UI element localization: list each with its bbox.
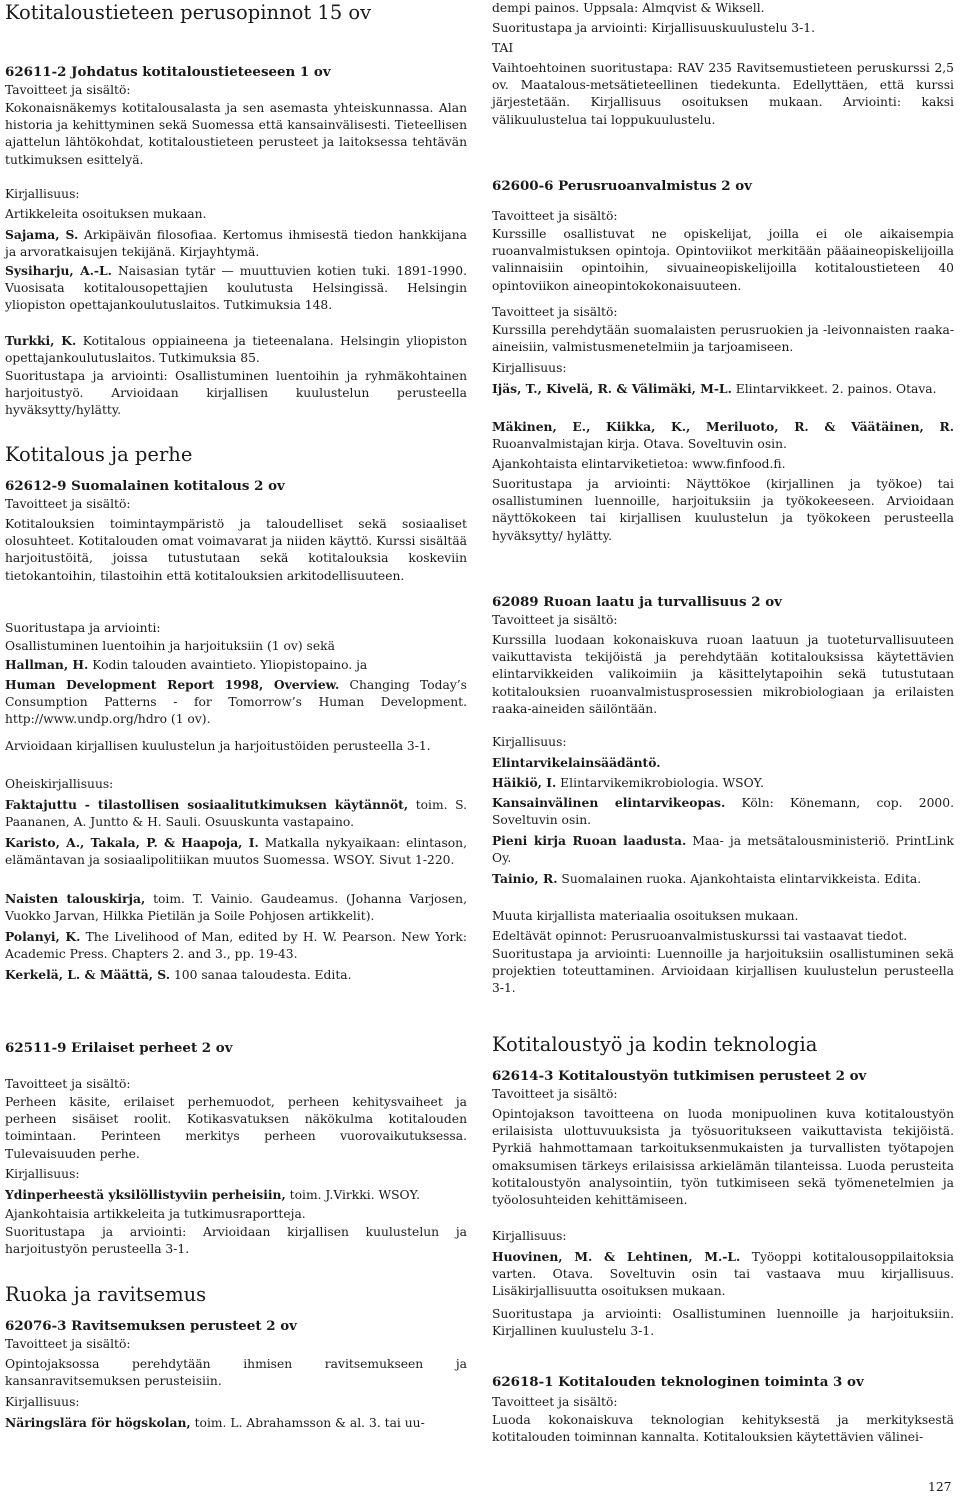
paragraph	[5, 656, 467, 674]
text-run: The Livelihood of Man, edited by H. W. Pearson. New York: Academic Press. Chapters 2. and 3., pp. 19-43.	[5, 930, 468, 962]
paragraph	[492, 632, 954, 718]
course-heading: 62511-9 Erilaiset perheet 2 ov	[5, 1040, 233, 1056]
paragraph	[492, 946, 954, 998]
bold-text: Ijäs, T., Kivelä, R. & Välimäki, M-L.	[492, 381, 732, 396]
text-run: Arvioidaan kirjallisen kuulustelun ja harjoitustöiden perusteella 3-1.	[5, 739, 431, 753]
text-run: Kodin talouden avaintieto. Yliopistopaino. ja	[88, 658, 368, 672]
paragraph	[492, 832, 954, 867]
text-run: toim. S. Paananen, A. Juntto & H. Sauli. Osuuskunta vastapaino.	[5, 798, 467, 830]
text-run: Tavoitteet ja sisältö:	[492, 209, 618, 223]
paragraph	[492, 380, 954, 398]
paragraph	[5, 368, 467, 420]
text-run: Kirjallisuus:	[492, 361, 567, 375]
paragraph	[492, 734, 954, 751]
text-run: Suoritustapa ja arviointi: Kirjallisuuskuulustelu 3-1.	[492, 21, 815, 35]
paragraph	[492, 360, 954, 377]
text-run: Tavoitteet ja sisältö:	[492, 613, 618, 627]
text-run: Kirjallisuus:	[492, 735, 567, 749]
text-run: dempi painos. Uppsala: Almqvist & Wiksell.	[492, 1, 765, 15]
bold-text: Kerkelä, L. & Määttä, S.	[5, 967, 171, 982]
paragraph	[5, 1356, 467, 1390]
text-run: Kotitalous oppiaineena ja tieteenalana. Helsingin yliopiston opettajankoulutuslaitos. Tutkimuksia 85.	[5, 334, 467, 366]
paragraph	[492, 774, 954, 792]
paragraph	[5, 496, 467, 513]
paragraph	[492, 612, 954, 629]
text-run: Köln: Könemann, cop. 2000. Soveltuvin osin.	[492, 796, 954, 828]
bold-text: Hallman, H.	[5, 657, 89, 672]
paragraph	[492, 928, 954, 945]
text-run: Osallistuminen luentoihin ja harjoituksiin (1 ov) sekä	[5, 639, 335, 653]
paragraph	[492, 1306, 954, 1340]
text-run: Ajankohtaisia artikkeleita ja tutkimusraportteja.	[5, 1207, 306, 1221]
text-run: Kirjallisuus:	[492, 1229, 567, 1243]
text-run: Elintarvikkeet. 2. painos. Otava.	[731, 382, 937, 396]
text-run: Kirjallisuus:	[5, 1167, 80, 1181]
paragraph	[492, 0, 954, 17]
paragraph	[5, 100, 467, 169]
bold-text: Ydinperheestä yksilöllistyviin perheisiin,	[5, 1187, 286, 1202]
page-number: 127	[928, 1480, 952, 1494]
paragraph	[492, 908, 954, 925]
paragraph	[5, 1414, 467, 1432]
text-run: Suoritustapa ja arviointi: Näyttökoe (kirjallinen ja työkoe) tai osallistuminen luennoille, harjoituksiin ja työkokeeseen. Arvioidaan näyttökokeen tai kirjallisen kuulustelun ja työkokeen perusteella hyväksytty/ hylätty.	[492, 477, 954, 543]
text-run: Suoritustapa ja arviointi: Osallistuminen luennoille ja harjoituksiin. Kirjallinen kuulustelu 3-1.	[492, 1307, 954, 1339]
paragraph	[492, 1106, 954, 1209]
bold-text: Turkki, K.	[5, 333, 77, 348]
course-heading: 62600-6 Perusruoanvalmistus 2 ov	[492, 178, 752, 194]
paragraph	[5, 1166, 467, 1183]
text-run: Naisasian tytär — muuttuvien kotien tuki. 1891-1990. Vuosisata kotitalousopettajien koulutusta Helsingissä. Helsingin yliopiston opettajankoulutuslaitos. Tutkimuksia 148.	[5, 264, 467, 313]
course-heading: 62618-1 Kotitalouden teknologinen toiminta 3 ov	[492, 1374, 864, 1390]
course-heading: 62089 Ruoan laatu ja turvallisuus 2 ov	[492, 594, 782, 610]
paragraph	[5, 638, 467, 655]
bold-text: Mäkinen, E., Kiikka, K., Meriluoto, R. & Väätäinen, R.	[492, 419, 954, 434]
bold-text: Elintarvikelainsäädäntö.	[492, 755, 661, 770]
text-run: Työoppi kotitalousoppilaitoksia varten. Otava. Soveltuvin osin tai vastaava muu kirjallisuus. Lisäkirjallisuutta osoituksen mukaan.	[492, 1250, 954, 1299]
paragraph	[492, 60, 954, 129]
text-run: Suoritustapa ja arviointi: Osallistuminen luentoihin ja ryhmäkohtainen harjoitustyö. Arvioidaan kirjallisen kuulustelun perusteella hyväksytty/hylätty.	[5, 369, 467, 418]
text-run: Opintojaksossa perehdytään ihmisen ravitsemukseen ja kansanravitsemuksen perusteisiin.	[5, 1357, 467, 1389]
text-run: Tavoitteet ja sisältö:	[5, 497, 131, 511]
paragraph	[492, 870, 954, 888]
paragraph	[5, 928, 467, 963]
text-run: Ajankohtaista elintarviketietoa: www.finfood.fi.	[492, 457, 786, 471]
paragraph	[492, 20, 954, 37]
paragraph	[492, 1086, 954, 1103]
paragraph	[492, 40, 954, 57]
course-heading: 62076-3 Ravitsemuksen perusteet 2 ov	[5, 1318, 297, 1334]
text-run: Kokonaisnäkemys kotitalousalasta ja sen asemasta yhteiskunnassa. Alan historia ja kehittyminen sekä Suomessa että kansainvälisesti. Tieteellisen ajattelun lähtökohdat, kotitaloustieteen perusteet ja laitoksessa tehtävän tutkimuksen esittelyä.	[5, 101, 467, 167]
paragraph	[5, 82, 467, 99]
paragraph	[5, 1224, 467, 1258]
text-run: Kurssilla luodaan kokonaiskuva ruoan laatuun ja tuoteturvallisuuteen vaikuttavista tekijöistä ja perehdytään kotitalouksissa käytettävien elintarvikkeiden valikoimiin ja käsittelytapoihin sekä tutustutaan kotitalouksien ruoanvalmistusprosessien mikrobiologiaan ja erilaisten raaka-aineiden säilöntään.	[492, 633, 954, 716]
paragraph	[5, 1186, 467, 1204]
section-heading: Kotitaloustyö ja kodin teknologia	[492, 1033, 818, 1056]
text-run: Matkalla nykyaikaan: elintason, elämäntavan ja sosiaalipolitiikan muutos Suomessa. WSOY. Sivut 1-220.	[5, 836, 467, 868]
bold-text: Sajama, S.	[5, 227, 79, 242]
text-run: Vaihtoehtoinen suoritustapa: RAV 235 Ravitsemustieteen peruskurssi 2,5 ov. Maatalous-metsätieteellinen tiedekunta. Edellyttäen, että kurssi järjestetään. Kirjallisuus osoituksen mukaan. Arviointi: kaksi välikuulustelua tai loppukuulustelu.	[492, 61, 954, 127]
bold-text: Sysiharju, A.-L.	[5, 263, 112, 278]
text-run: Oheiskirjallisuus:	[5, 777, 114, 791]
text-run: Tavoitteet ja sisältö:	[492, 305, 618, 319]
text-run: Suoritustapa ja arviointi: Arvioidaan kirjallisen kuulustelun ja harjoitustyön perusteella 3-1.	[5, 1225, 467, 1257]
text-run: Tavoitteet ja sisältö:	[5, 1077, 131, 1091]
paragraph	[492, 304, 954, 321]
text-run: toim. T. Vainio. Gaudeamus. (Johanna Varjosen, Vuokko Jarvan, Hilkka Pietilän ja Soile Pohjosen artikkelit).	[5, 892, 467, 924]
paragraph	[492, 418, 954, 453]
bold-text: Näringslära för högskolan,	[5, 1415, 191, 1430]
text-run: Maa- ja metsätalousministeriö. PrintLink Oy.	[492, 834, 954, 866]
text-run: Artikkeleita osoituksen mukaan.	[5, 207, 207, 221]
text-run: Suoritustapa ja arviointi: Luennoille ja harjoituksiin osallistuminen sekä projektien toteuttaminen. Arvioidaan kirjallisen kuulustelun perusteella 3-1.	[492, 947, 954, 996]
paragraph	[5, 1094, 467, 1163]
text-run: Arkipäivän filosofiaa. Kertomus ihmisestä tiedon hankkijana ja arvoratkaisujen tekijänä. Kirjayhtymä.	[5, 228, 467, 260]
bold-text: Tainio, R.	[492, 871, 558, 886]
text-run: Tavoitteet ja sisältö:	[492, 1087, 618, 1101]
text-run: toim. J.Virkki. WSOY.	[285, 1188, 421, 1202]
course-heading: 62611-2 Johdatus kotitaloustieteeseen 1 ov	[5, 64, 331, 80]
paragraph	[5, 1076, 467, 1093]
bold-text: Pieni kirja Ruoan laadusta.	[492, 833, 687, 848]
text-run: 100 sanaa taloudesta. Edita.	[170, 968, 352, 982]
text-run: Kurssilla perehdytään suomalaisten perusruokien ja -leivonnaisten raaka-aineisiin, valmistusmenetelmiin ja tarjoamiseen.	[492, 323, 954, 355]
paragraph	[5, 834, 467, 869]
text-run: Muuta kirjallista materiaalia osoituksen mukaan.	[492, 909, 799, 923]
text-run: Kirjallisuus:	[5, 1395, 80, 1409]
text-run: Kirjallisuus:	[5, 187, 80, 201]
section-heading: Ruoka ja ravitsemus	[5, 1283, 207, 1306]
paragraph	[492, 226, 954, 295]
paragraph	[492, 208, 954, 225]
text-run: Perheen käsite, erilaiset perhemuodot, perheen kehitysvaiheet ja perheen sisäiset roolit. Kotikasvatuksen näkökulma kotitalouden toimintaan. Perinteen merkitys perheen vuorovaikutuksessa. Tulevaisuuden perhe.	[5, 1095, 467, 1161]
paragraph	[5, 186, 467, 203]
paragraph	[492, 1248, 954, 1301]
paragraph	[492, 1228, 954, 1245]
paragraph	[5, 1394, 467, 1411]
paragraph	[492, 456, 954, 473]
text-run: Kotitalouksien toimintaympäristö ja taloudelliset sekä sosiaaliset olosuhteet. Kotitalouden omat voimavarat ja niiden käyttö. Kurssi sisältää harjoitustöitä, joissa tutustutaan sekä kotitalouksia koskeviin tietokantoihin, tilastoihin että kotitalouksien arkitodellisuuteen.	[5, 517, 467, 583]
bold-text: Huovinen, M. & Lehtinen, M.-L.	[492, 1249, 741, 1264]
text-run: Opintojakson tavoitteena on luoda monipuolinen kuva kotitaloustyön erilaisista ulottuvuuksista ja työsuoritukseen vaikuttavista tekijöistä. Pyrkiä hahmottamaan tarkoituksenmukaisten ja turvallisten työtapojen omaksumisen tärkeys erilaisissa arkielämän tilanteissa. Luoda perusteita kotitaloustyön analysointiin, työn tutkimiseen sekä työmenetelmien ja työolosuhteiden kehittämiseen.	[492, 1107, 954, 1208]
text-run: Tavoitteet ja sisältö:	[5, 83, 131, 97]
paragraph	[5, 332, 467, 367]
paragraph	[5, 676, 467, 729]
text-run: Suoritustapa ja arviointi:	[5, 621, 161, 635]
text-run: Tavoitteet ja sisältö:	[5, 1337, 131, 1351]
paragraph	[5, 262, 467, 315]
paragraph	[5, 226, 467, 261]
paragraph	[492, 754, 954, 772]
paragraph	[492, 322, 954, 356]
paragraph	[5, 1206, 467, 1223]
paragraph	[5, 206, 467, 223]
section-heading: Kotitalous ja perhe	[5, 443, 193, 466]
paragraph	[5, 1336, 467, 1353]
paragraph	[5, 776, 467, 793]
text-run: Ruoanvalmistajan kirja. Otava. Soveltuvin osin.	[492, 437, 787, 452]
text-run: TAI	[492, 41, 514, 55]
bold-text: Kansainvälinen elintarvikeopas.	[492, 795, 726, 810]
text-run: Elintarvikemikrobiologia. WSOY.	[556, 776, 765, 790]
bold-text: Häikiö, I.	[492, 775, 557, 790]
paragraph	[5, 966, 467, 984]
bold-text: Human Development Report 1998, Overview.	[5, 677, 340, 692]
paragraph	[492, 476, 954, 545]
text-run: Kurssille osallistuvat ne opiskelijat, joilla ei ole aikaisempia ruoanvalmistuksen opintoja. Opintoviikot merkitään pääaineopiskelijoilla valinnaisiin opintoihin, sivuaineopiskelijoilla kotitaloustieteen 40 opintoviikon aineopintokokonaisuuteen.	[492, 227, 954, 293]
bold-text: Naisten talouskirja,	[5, 891, 146, 906]
course-heading: 62614-3 Kotitaloustyön tutkimisen perusteet 2 ov	[492, 1068, 867, 1084]
paragraph	[492, 794, 954, 829]
text-run: toim. L. Abrahamsson & al. 3. tai uu-	[190, 1416, 425, 1430]
bold-text: Karisto, A., Takala, P. & Haapoja, I.	[5, 835, 259, 850]
paragraph	[5, 620, 467, 637]
course-heading: 62612-9 Suomalainen kotitalous 2 ov	[5, 478, 285, 494]
text-run: Luoda kokonaiskuva teknologian kehityksestä ja merkityksestä kotitalouden toiminnan kannalta. Kotitalouksien käytettävien välinei-	[492, 1413, 954, 1445]
paragraph	[5, 796, 467, 831]
bold-text: Faktajuttu - tilastollisen sosiaalitutkimuksen käytännöt,	[5, 797, 409, 812]
text-run: Suomalainen ruoka. Ajankohtaista elintarvikkeista. Edita.	[557, 872, 922, 886]
paragraph	[5, 890, 467, 925]
text-run: Changing Today’s Consumption Patterns - for Tomorrow’s Human Development. http://www.undp.org/hdro (1 ov).	[5, 678, 467, 727]
paragraph	[492, 1394, 954, 1411]
section-heading: Kotitaloustieteen perusopinnot 15 ov	[5, 1, 372, 24]
paragraph	[5, 516, 467, 585]
text-run: Tavoitteet ja sisältö:	[492, 1395, 618, 1409]
bold-text: Polanyi, K.	[5, 929, 81, 944]
paragraph	[492, 1412, 954, 1446]
text-run: Edeltävät opinnot: Perusruoanvalmistuskurssi tai vastaavat tiedot.	[492, 929, 908, 943]
paragraph	[5, 738, 467, 755]
